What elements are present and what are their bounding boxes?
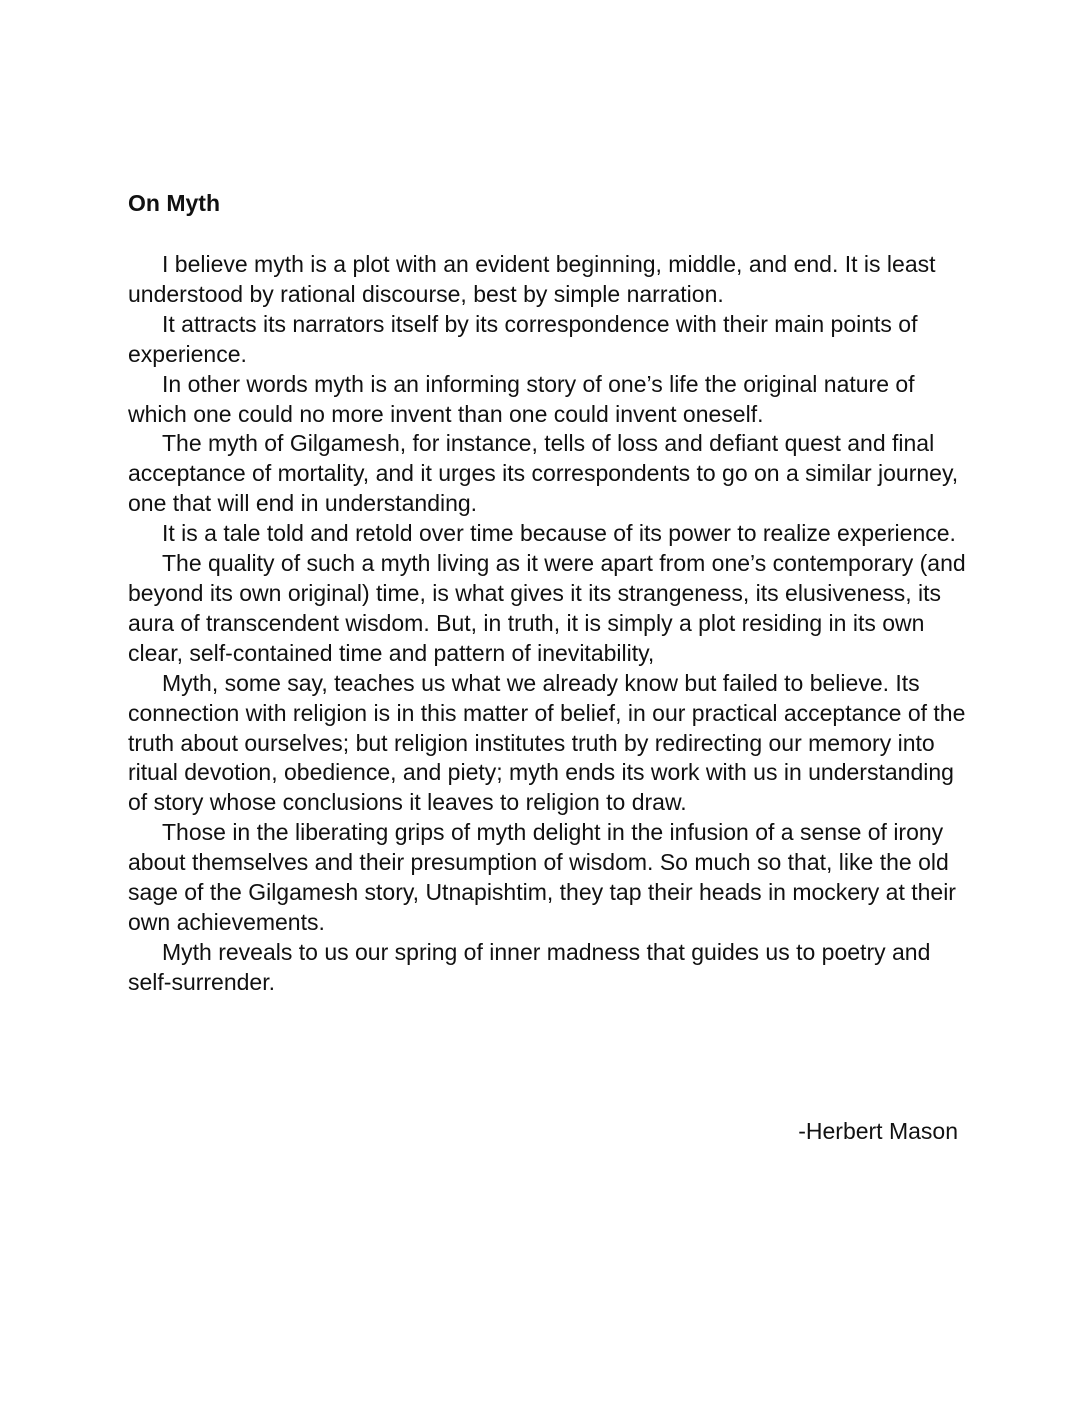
paragraph-2: It attracts its narrators itself by its correspondence with their main points of experience. bbox=[128, 310, 918, 367]
paragraph-6: The quality of such a myth living as it were apart from one’s contemporary (and beyond its own original) time, is what gives it its strangeness, its elusiveness, its aura of transcendent wisdom. But, in truth, it is simply a plot residing in its own clear, self-contained time and pattern of inevitability, bbox=[128, 550, 966, 666]
paragraph-9: Myth reveals to us our spring of inner madness that guides us to poetry and self-surrender. bbox=[128, 938, 931, 995]
paragraph-7: Myth, some say, teaches us what we already know but failed to believe. Its connection with religion is in this matter of belief, in our practical acceptance of the truth about ourselves; but religion institutes truth by redirecting our memory into ritual devotion, obedience, and piety; myth ends its work with us in understanding of story whose conclusions it leaves to religion to draw. bbox=[128, 669, 966, 816]
essay-body bbox=[128, 250, 973, 998]
paragraph-1: I believe myth is a plot with an evident beginning, middle, and end. It is least understood by rational discourse, best by simple narration. bbox=[128, 251, 936, 307]
paragraph-4: The myth of Gilgamesh, for instance, tells of loss and defiant quest and final acceptance of mortality, and it urges its correspondents to go on a similar journey, one that will end in understanding. bbox=[128, 430, 959, 517]
author-signature: -Herbert Mason bbox=[798, 1118, 958, 1144]
document-title: On Myth bbox=[128, 190, 220, 216]
paragraph-5: It is a tale told and retold over time because of its power to realize experience. bbox=[162, 520, 956, 547]
paragraph-3: In other words myth is an informing story of one’s life the original nature of which one could no more invent than one could invent oneself. bbox=[128, 370, 915, 427]
paragraph-8: Those in the liberating grips of myth delight in the infusion of a sense of irony about themselves and their presumption of wisdom. So much so that, like the old sage of the Gilgamesh story, Utnapishtim, they tap their heads in mockery at their own achievements. bbox=[128, 819, 956, 935]
